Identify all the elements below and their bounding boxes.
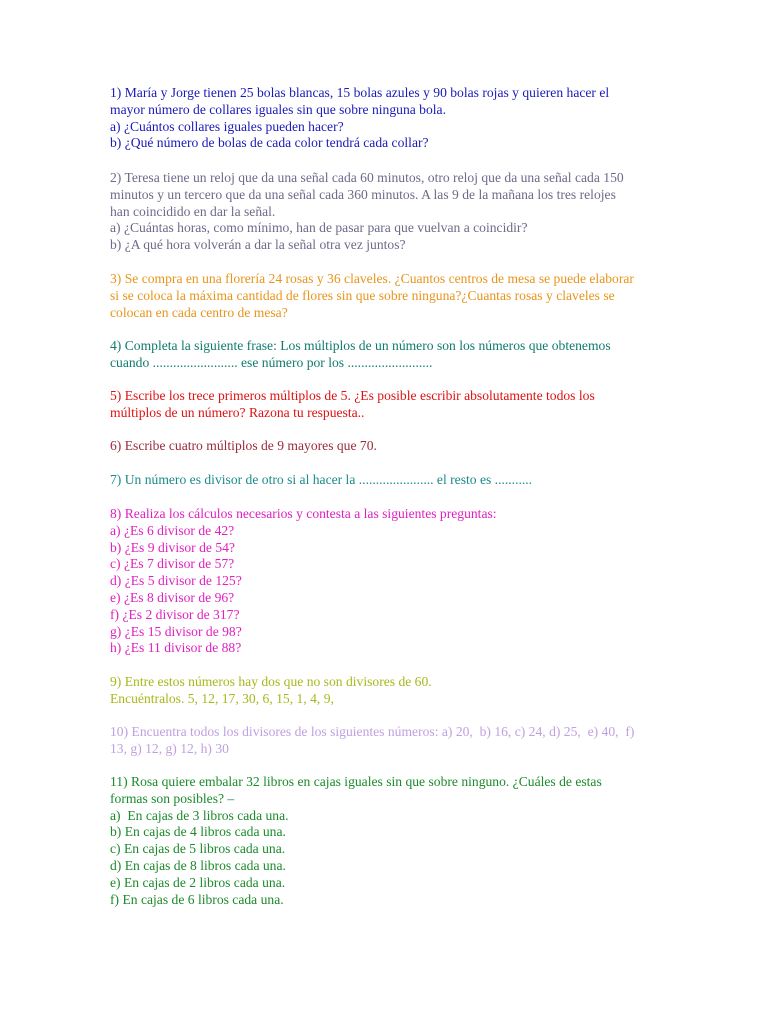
exercise-4-line-2: cuando ......................... ese número por los ......................... [110, 354, 433, 370]
exercise-5-line-1: 5) Escribe los trece primeros múltiplos de 5. ¿Es posible escribir absolutamente todos los [110, 388, 595, 403]
exercise-8-question-c: c) ¿Es 7 divisor de 57? [110, 556, 235, 572]
exercise-8-question-e: e) ¿Es 8 divisor de 96? [110, 589, 235, 605]
exercise-3 [110, 271, 720, 321]
exercise-5-line-2: múltiplos de un número? Razona tu respuesta.. [110, 404, 365, 420]
exercise-11-option-a: a) En cajas de 3 libros cada una. [110, 807, 289, 823]
exercise-3-line-3: colocan en cada centro de mesa? [110, 304, 288, 320]
exercise-8-question-a: a) ¿Es 6 divisor de 42? [110, 522, 235, 538]
exercise-2-question-a: a) ¿Cuántas horas, como mínimo, han de pasar para que vuelvan a coincidir? [110, 220, 528, 236]
exercise-1 [110, 85, 720, 152]
exercise-10 [110, 724, 720, 758]
exercise-9-line-1: 9) Entre estos números hay dos que no son divisores de 60. [110, 674, 432, 689]
exercise-6-line-1: 6) Escribe cuatro múltiplos de 9 mayores que 70. [110, 438, 377, 453]
exercise-8-question-b: b) ¿Es 9 divisor de 54? [110, 539, 235, 555]
exercise-11-option-b: b) En cajas de 4 libros cada una. [110, 824, 286, 840]
exercise-6 [110, 438, 720, 455]
exercise-1-question-a: a) ¿Cuántos collares iguales pueden hacer? [110, 118, 344, 134]
exercise-11-option-f: f) En cajas de 6 libros cada una. [110, 891, 284, 907]
exercise-11 [110, 774, 720, 908]
exercise-1-line-2: mayor número de collares iguales sin que sobre ninguna bola. [110, 101, 446, 117]
exercise-10-line-1: 10) Encuentra todos los divisores de los siguientes números: a) 20, b) 16, c) 24, d) 25, e) 40, f) [110, 724, 635, 739]
exercise-8-question-d: d) ¿Es 5 divisor de 125? [110, 573, 242, 589]
exercise-9-line-2: Encuéntralos. 5, 12, 17, 30, 6, 15, 1, 4, 9, [110, 690, 334, 706]
exercise-8-question-f: f) ¿Es 2 divisor de 317? [110, 606, 240, 622]
exercise-2-line-1: 2) Teresa tiene un reloj que da una señal cada 60 minutos, otro reloj que da una señal cada 150 [110, 170, 624, 185]
exercise-5 [110, 388, 720, 422]
exercise-1-question-b: b) ¿Qué número de bolas de cada color tendrá cada collar? [110, 135, 429, 151]
exercise-11-line-1: 11) Rosa quiere embalar 32 libros en cajas iguales sin que sobre ninguno. ¿Cuáles de estas [110, 774, 602, 789]
exercise-8 [110, 506, 720, 657]
exercise-2-line-2: minutos y un tercero que da una señal cada 360 minutos. A las 9 de la mañana los tres relojes [110, 186, 616, 202]
exercise-2 [110, 170, 720, 254]
exercise-8-line-1: 8) Realiza los cálculos necesarios y contesta a las siguientes preguntas: [110, 506, 497, 521]
exercise-2-line-3: han coincidido en dar la señal. [110, 203, 276, 219]
exercise-8-question-g: g) ¿Es 15 divisor de 98? [110, 623, 242, 639]
exercise-7 [110, 472, 720, 489]
exercise-3-line-1: 3) Se compra en una florería 24 rosas y 36 claveles. ¿Cuantos centros de mesa se puede elaborar [110, 271, 634, 286]
exercise-1-line-1: 1) María y Jorge tienen 25 bolas blancas, 15 bolas azules y 90 bolas rojas y quieren hacer el [110, 85, 610, 100]
exercise-10-line-2: 13, g) 12, g) 12, h) 30 [110, 740, 229, 756]
exercise-11-option-d: d) En cajas de 8 libros cada una. [110, 857, 286, 873]
exercise-4-line-1: 4) Completa la siguiente frase: Los múltiplos de un número son los números que obtenemos [110, 338, 611, 353]
exercise-11-line-2: formas son posibles? – [110, 790, 235, 806]
exercise-8-question-h: h) ¿Es 11 divisor de 88? [110, 640, 242, 656]
exercise-3-line-2: si se coloca la máxima cantidad de flores sin que sobre ninguna?¿Cuantas rosas y claveles se [110, 287, 615, 303]
exercise-4 [110, 338, 720, 372]
exercise-7-line-1: 7) Un número es divisor de otro si al hacer la ...................... el resto es ........... [110, 472, 533, 487]
exercise-11-option-e: e) En cajas de 2 libros cada una. [110, 874, 286, 890]
exercise-9 [110, 674, 720, 708]
exercise-11-option-c: c) En cajas de 5 libros cada una. [110, 841, 286, 857]
exercise-2-question-b: b) ¿A qué hora volverán a dar la señal otra vez juntos? [110, 237, 406, 253]
